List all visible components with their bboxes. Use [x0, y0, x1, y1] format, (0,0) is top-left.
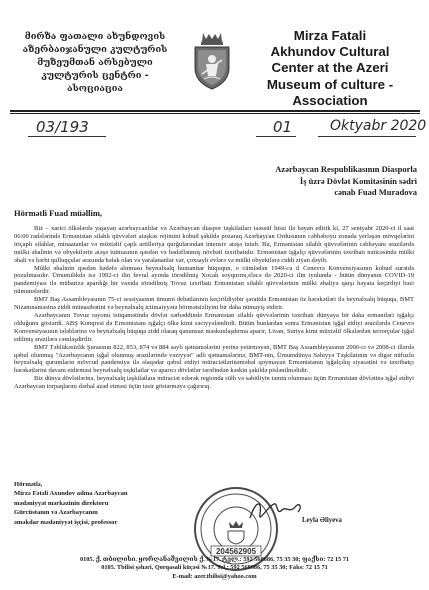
english-line: Association — [292, 92, 368, 108]
body-paragraph: BMT Baş Assambleyasının 75-ci sessiyasının ümumi debatlarının keçirildiyibir şəraitdə Ermənistan öz hərəkətləri ilə beynəlxalq hüquqa, BMT Nizamnaməsinə ziddi münasibətini və beynəlxalq ictimaiyyətə hörmətsizliyini bir daha nümayiş etdirir. — [14, 296, 414, 312]
ref-number-line — [28, 136, 106, 137]
reference-day: 01 — [273, 118, 293, 136]
signature-line: Mirzə Fətəli Axundov adına Azərbaycan — [14, 490, 128, 498]
stamp-number: 204562905 — [215, 547, 257, 556]
body-paragraph: Azərbaycanın Tovuz rayonu istiqamətində dövlət sərhəddində Ermənistan silahlı qüvvələrinin təxribatı dünyaya bir daha erməniləri işğalçı olduğunu göstərdi. ABŞ Konqresi də Ermənistanı işğalçı ölkə kimi səciyyələndirdi. Bütün bunlardan sonra Ermənistan işğal etdiyi ərazilərdə Cenevrə Konvensiyasının tələblərinə və beynəlxalq hüquqa zidd olaraq qanunsuz məskunlaşdırma aparır, Livan, Suriya kimi müxtəlif ölkələrdən terrorçular işğal edilmiş ərazilərə cəmləşdirilir. — [14, 311, 414, 343]
signature-line: Hörmətlə, — [14, 481, 43, 488]
signature-line: Gürcüstanın və Azərbaycanın — [14, 509, 98, 517]
letterhead-english — [240, 28, 420, 109]
recipient-block — [217, 164, 417, 199]
letterhead-georgian — [10, 30, 180, 95]
handwritten-signature-icon — [248, 496, 304, 526]
signature-block — [14, 480, 214, 527]
english-line: Akhundov Cultural — [270, 44, 390, 60]
ref-month-line — [318, 136, 416, 137]
signature-line: əməkdar mədəniyyət işçisi, professor — [14, 518, 118, 526]
footer-line: 0105. ქ. თბილისი. ყორღანაშვილის ქ. №17. ტელ.: 592 568686, 75 35 30; ფაქსი: 72 15 71 — [79, 556, 350, 563]
salutation: Hörmətli Fuad müəllim, — [14, 208, 103, 218]
ref-day-line — [256, 136, 296, 137]
georgian-line: ასოციაცია — [67, 83, 123, 94]
body-paragraph: Biz – xarici ölkələrdə yaşayan azərbaycanlılar və Azərbaycan diaspor təşkilatları təəssüf hissi ilə bəyan edirik ki, 27 sentyabr 2020-ci il saat 06:00 radələrində Ermənistan silahlı qüvvələri atəşkəs rejimini kobud şəkildə pozaraq Azərbaycan Ordusunun cəbhəboyu zonada yerləşən mövqelərini iriçaplı silahlar, minaatanlar və müxtəlif çaplı artilleriya qurğularından intensiv atəşə tutub. Bu, Ermənistan silahlı qüvvələrinin cəbhəyanı ərazilərdə mülki əhalinin və obyektlərin atəşə tutmasının qəsdən və hədəflənmiş növbəti təxribatıdır. Ermənistan işğalçı qüvvələrinin təxribatı nəticəsində mülki əhali və hərbi qulluqçular arasında həlak olan və yaralananlar var, çoxsaylı evlərə və mülki obyektlərə ciddi ziyan dəyib. — [14, 225, 414, 264]
body-paragraph: Mülki əhalinin qəsdən hədəfə alınması beynəlxalq humanitar hüququn, o cümlədən 1949-cu il Cenevrə Konvensiyasının kobud surətdə pozulmasıdır. Ümumilikdə isə 1992-ci ilin fevral ayında törədilmiş Xocalı soyqırımı,eləcə də 2020-ci ilin iyulunda - bütün dünyanın COVID-19 pandemiyası ilə mübarizə apardığı bir vaxtda törədilmiş Tovuz təxribatı Ermənistan silahlı qüvvələrinin mülki əhaliyə qarşı həyata keçirdiyi bəzi nümunələrdir. — [14, 264, 414, 296]
letter-body — [14, 225, 414, 391]
georgian-line: აზერბაიჯანული კულტურის — [22, 44, 168, 55]
english-line: Mirza Fatali — [293, 28, 367, 43]
footer-line: 0105. Tbilisi şəhəri, Qorqasali küçəsi №17. Tel.: 592 568686, 75 35 30; Faks: 72 15 71 — [101, 564, 328, 572]
coat-of-arms-icon — [191, 30, 233, 92]
reference-number: 03/193 — [36, 118, 89, 136]
signature-line: mədəniyyət mərkəzinin direktoru — [14, 499, 109, 507]
recipient-line: cənab Fuad Muradova — [334, 187, 417, 197]
reference-month-year: Oktyabr 2020 — [330, 118, 427, 134]
body-paragraph: BMT Təhlükəsizlik Şurasının 822, 853, 874 və 884 saylı qətnamələrini yerinə yetirməyən, BMT Baş Assambleyasının 2006-cı və 2008-ci illərdə qəbul olunmuş "Azərbaycanın işğal olunmuş ərazilərində vəziyyət" adlı qətnamələrinə, BMT-nin, Ümumdünya Səhiyyə Təşkilatının və digər nüfuzlu beynəlxalq qurumların mövcud pandemiya ilə əlaqədar qəbul etdiyi müraciətlərinəməhəl qoymayan Ermənistanın işğalçılıq siyasətini və təxribatçı hərəkətlərini davam etdirməsi beynəlxalq təşkilatlar və aparıcı dövlətlər tərəfindən kəskin şəkildə pislənilməlidir. — [14, 343, 414, 375]
georgian-line: მუზეუმთან არსებული — [37, 57, 153, 68]
english-line: Center at the Azeri — [271, 60, 389, 76]
letterhead-divider — [10, 110, 420, 112]
english-line: Museum of culture - — [266, 76, 394, 92]
body-paragraph: Biz dünya dövlətlərinə, beynəlxalq təşkilatlara müraciət edərək regionda sülh və sabitliyin təmin olunması üçün Ermənistan dövlətinə işğal etdiyi Azərbaycan torpaqlarını dərhal azad etməsi üçün təsir göstərməyə çağırırıq. — [14, 375, 414, 391]
recipient-line: Azərbaycan Respublikasının Diasporla — [275, 164, 417, 174]
georgian-line: კულტურის ცენტრი - — [41, 70, 149, 81]
georgian-line: მირზა ფათალი ახუნდოვის — [24, 31, 166, 42]
footer-email: E-mail: azer.tbilisi@yahoo.com — [172, 572, 257, 580]
signatory-name: Leyla Əliyeva — [302, 517, 342, 524]
recipient-line: İş üzrə Dövlət Komitəsinin sədri — [299, 175, 417, 186]
letter-footer — [0, 556, 429, 581]
letterhead-divider-thin — [10, 113, 420, 114]
